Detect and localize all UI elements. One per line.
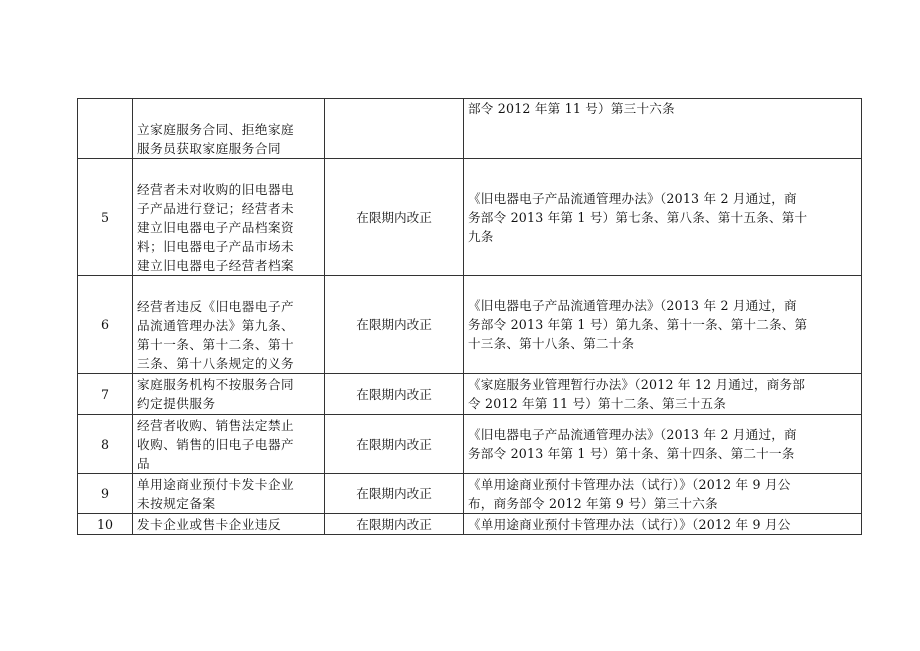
basis-line: 《旧电器电子产品流通管理办法》（2013 年 2 月通过，商 [468,190,797,206]
legal-basis-cell [464,99,862,159]
violation-line: 家庭服务机构不按服务合同 [137,377,295,392]
row-number: 6 [78,276,133,374]
basis-line: 《旧电器电子产品流通管理办法》（2013 年 2 月通过，商 [468,427,797,442]
table-row [78,415,862,474]
row-number: 5 [78,159,133,276]
table-row [78,99,862,159]
basis-line: 务部令 2013 年第 1 号）第九条、第十一条、第十二条、第 [468,317,808,332]
row-number [78,99,133,159]
legal-basis-cell [464,276,862,374]
table-row [78,374,862,415]
action-cell: 在限期内改正 [325,415,464,474]
basis-line: 十三条、第十八条、第二十条 [468,336,635,351]
legal-basis-cell [464,514,862,535]
action-cell: 在限期内改正 [325,374,464,415]
row-number: 10 [78,514,133,535]
legal-basis-cell [464,415,862,474]
basis-line: 部令 2012 年第 11 号）第三十六条 [468,101,675,116]
violation-cell [133,276,325,374]
action-cell [325,99,464,159]
action-cell: 在限期内改正 [325,514,464,535]
violation-line: 子产品进行登记；经营者未 [137,201,295,216]
basis-line: 令 2012 年第 11 号）第十二条、第三十五条 [468,396,726,411]
violation-line: 品流通管理办法》第九条、 [137,318,295,333]
violation-cell [133,514,325,535]
violation-line: 料；旧电器电子产品市场未 [137,239,295,254]
action-cell: 在限期内改正 [325,276,464,374]
table-row [78,474,862,514]
violation-line: 服务员获取家庭服务合同 [137,141,282,156]
violation-line: 第十一条、第十二条、第十 [137,337,295,352]
row-number: 7 [78,374,133,415]
legal-basis-cell [464,159,862,276]
basis-line: 九条 [468,228,494,244]
basis-line: 《家庭服务业管理暂行办法》（2012 年 12 月通过，商务部 [468,377,806,392]
violation-line: 约定提供服务 [137,396,216,411]
violation-line: 经营者收购、销售法定禁止 [137,417,295,433]
violation-line: 建立旧电器电子产品档案资 [137,220,295,235]
violation-line: 三条、第十八条规定的义务 [137,356,295,371]
violation-cell [133,415,325,474]
table-row [78,159,862,276]
violation-cell [133,374,325,415]
violation-line: 发卡企业或售卡企业违反 [137,516,282,532]
legal-basis-cell [464,474,862,514]
row-number: 8 [78,415,133,474]
violation-cell [133,159,325,276]
action-cell: 在限期内改正 [325,474,464,514]
violation-line: 立家庭服务合同、拒绝家庭 [137,122,295,137]
violation-line: 单用途商业预付卡发卡企业 [137,476,295,492]
violation-line: 未按规定备案 [137,495,216,511]
basis-line: 《单用途商业预付卡管理办法（试行）》（2012 年 9 月公 [468,516,791,532]
table-row [78,276,862,374]
basis-line: 布，商务部令 2012 年第 9 号）第三十六条 [468,495,718,511]
violation-cell [133,474,325,514]
table-row [78,514,862,535]
action-cell: 在限期内改正 [325,159,464,276]
basis-line: 务部令 2013 年第 1 号）第七条、第八条、第十五条、第十 [468,209,808,225]
violation-line: 经营者未对收购的旧电器电 [137,182,295,197]
row-number: 9 [78,474,133,514]
violation-line: 建立旧电器电子经营者档案 [137,258,295,273]
basis-line: 《旧电器电子产品流通管理办法》（2013 年 2 月通过，商 [468,298,797,313]
violation-line: 收购、销售的旧电子电器产 [137,436,295,452]
violation-line: 经营者违反《旧电器电子产 [137,299,295,314]
legal-basis-cell [464,374,862,415]
basis-line: 务部令 2013 年第 1 号）第十条、第十四条、第二十一条 [468,446,795,461]
violation-cell [133,99,325,159]
basis-line: 《单用途商业预付卡管理办法（试行）》（2012 年 9 月公 [468,476,791,492]
violation-line: 品 [137,455,151,471]
regulation-table [77,98,862,535]
